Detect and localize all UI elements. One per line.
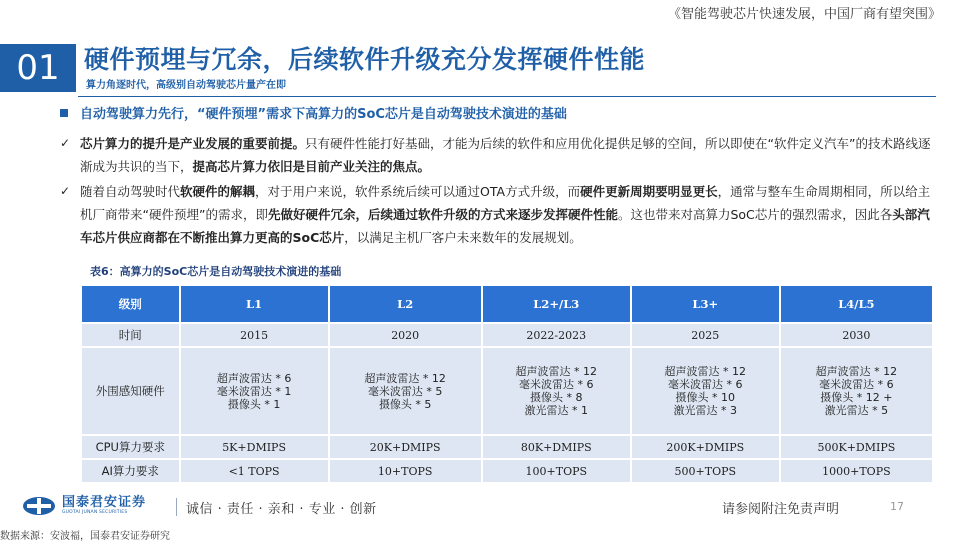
header-cell: L2+/L3 [483, 286, 630, 322]
main-point-text: 自动驾驶算力先行，“硬件预埋”需求下高算力的SoC芯片是自动驾驶技术演进的基础 [80, 107, 567, 122]
checkmark-icon: ✓ [60, 136, 71, 150]
bullet-text [80, 180, 940, 249]
table-cell: 2025 [632, 324, 779, 346]
sensor-line: 激光雷达 * 1 [524, 404, 589, 417]
table-cell: 200K+DMIPS [632, 436, 779, 458]
row-label: CPU算力要求 [82, 436, 179, 458]
bullet-text [80, 132, 940, 178]
logo-mark-icon [22, 496, 56, 516]
header-cell: 级别 [82, 286, 179, 322]
table-row [82, 324, 932, 346]
header-cell: L4/L5 [781, 286, 932, 322]
table-row [82, 348, 932, 434]
sensor-line: 超声波雷达 * 12 [664, 365, 747, 378]
table-row [82, 436, 932, 458]
square-bullet-icon [60, 109, 68, 117]
table-cell: 100+TOPS [483, 460, 630, 482]
disclaimer-text: 请参阅附注免责声明 [722, 502, 840, 517]
page-title: 硬件预埋与冗余，后续软件升级充分发挥硬件性能 [84, 45, 646, 74]
header-cell: L1 [181, 286, 328, 322]
table-cell [483, 348, 630, 434]
company-name-en: GUOTAI JUNAN SECURITIES [62, 510, 128, 515]
text-run: ，通常与整车生命周期相同，所以给主机厂商带来“硬件预埋”的需求，即 [80, 184, 931, 222]
data-source-note: 数据来源：安波福，国泰君安证券研究 [0, 531, 170, 542]
sensor-line: 激光雷达 * 3 [673, 404, 738, 417]
autonomy-level-table [80, 284, 934, 484]
row-label: 外围感知硬件 [82, 348, 179, 434]
sensor-line: 毫米波雷达 * 6 [819, 378, 894, 391]
table-cell: 80K+DMIPS [483, 436, 630, 458]
sensor-line: 超声波雷达 * 12 [815, 365, 898, 378]
table-cell [181, 348, 328, 434]
page-subtitle: 算力角逐时代，高级别自动驾驶芯片量产在即 [86, 80, 286, 91]
table-cell: 5K+DMIPS [181, 436, 328, 458]
footer-divider [176, 498, 177, 516]
section-number: 01 [0, 44, 76, 92]
bold-text: 芯片算力的提升是产业发展的重要前提。 [80, 136, 306, 151]
table-cell: 2020 [330, 324, 481, 346]
sensor-line: 激光雷达 * 5 [824, 404, 889, 417]
sensor-line: 毫米波雷达 * 6 [519, 378, 594, 391]
sensor-line: 摄像头 * 8 [530, 391, 583, 404]
table-cell [330, 348, 481, 434]
main-point [60, 103, 567, 122]
bold-text: 硬件更新周期要明显更长 [580, 184, 718, 199]
sensor-line: 摄像头 * 1 [227, 397, 281, 411]
report-title: 《智能驾驶芯片快速发展，中国厂商有望突围》 [668, 7, 942, 22]
text-run: 只有硬件性能打好基础，才能为后续的软件和应用优化提供足够的空间，所以即使在“软件定义汽车”的技术路线逐渐成为共识的当下， [80, 136, 931, 174]
sensor-line: 摄像头 * 10 [675, 391, 736, 404]
bullet-point-1 [60, 132, 940, 178]
title-divider [78, 96, 936, 97]
bold-text: 软硬件的解耦 [180, 184, 256, 199]
text-run: ，以满足主机厂客户未来数年的发展规划。 [344, 230, 582, 245]
sensor-line: 毫米波雷达 * 6 [668, 378, 743, 391]
row-label: 时间 [82, 324, 179, 346]
text-run: 随着自动驾驶时代 [80, 184, 181, 199]
text-run: ，对于用户来说，软件系统后续可以通过OTA方式升级，而 [255, 184, 581, 199]
checkmark-icon: ✓ [60, 184, 71, 198]
table-cell: 20K+DMIPS [330, 436, 481, 458]
page-number: 17 [890, 500, 904, 513]
text-run: 。这也带来对高算力SoC芯片的强烈需求，因此各 [617, 207, 893, 222]
sensor-line: 超声波雷达 * 6 [216, 371, 292, 385]
bold-text: 先做好硬件冗余，后续通过软件升级的方式来逐步发挥硬件性能 [267, 207, 618, 222]
header-cell: L3+ [632, 286, 779, 322]
table-cell: 500+TOPS [632, 460, 779, 482]
table-header-row [82, 286, 932, 322]
bold-text: 头部汽车芯片供应商都在不断推出算力更高的SoC芯片 [80, 207, 930, 245]
table-cell: 2030 [781, 324, 932, 346]
table-cell: 10+TOPS [330, 460, 481, 482]
header-cell: L2 [330, 286, 481, 322]
table-cell: 2022-2023 [483, 324, 630, 346]
table-cell: 500K+DMIPS [781, 436, 932, 458]
table-cell: <1 TOPS [181, 460, 328, 482]
sensor-line: 摄像头 * 5 [378, 397, 432, 411]
company-name: 国泰君安证券 [62, 495, 147, 510]
table-row [82, 460, 932, 482]
table-cell: 2015 [181, 324, 328, 346]
table-cell [632, 348, 779, 434]
sensor-line: 毫米波雷达 * 5 [367, 384, 443, 398]
sensor-line: 超声波雷达 * 12 [364, 371, 446, 385]
sensor-line: 超声波雷达 * 12 [515, 365, 598, 378]
sensor-line: 摄像头 * 12 + [820, 391, 893, 404]
sensor-line: 毫米波雷达 * 1 [216, 384, 292, 398]
table-cell [781, 348, 932, 434]
company-slogan: 诚信 · 责任 · 亲和 · 专业 · 创新 [186, 502, 377, 517]
bullet-point-2 [60, 180, 940, 249]
table-caption: 表6：高算力的SoC芯片是自动驾驶技术演进的基础 [90, 265, 342, 278]
row-label: AI算力要求 [82, 460, 179, 482]
company-logo [22, 496, 146, 516]
table-cell: 1000+TOPS [781, 460, 932, 482]
bold-text: 提高芯片算力依旧是目前产业关注的焦点。 [192, 159, 431, 174]
